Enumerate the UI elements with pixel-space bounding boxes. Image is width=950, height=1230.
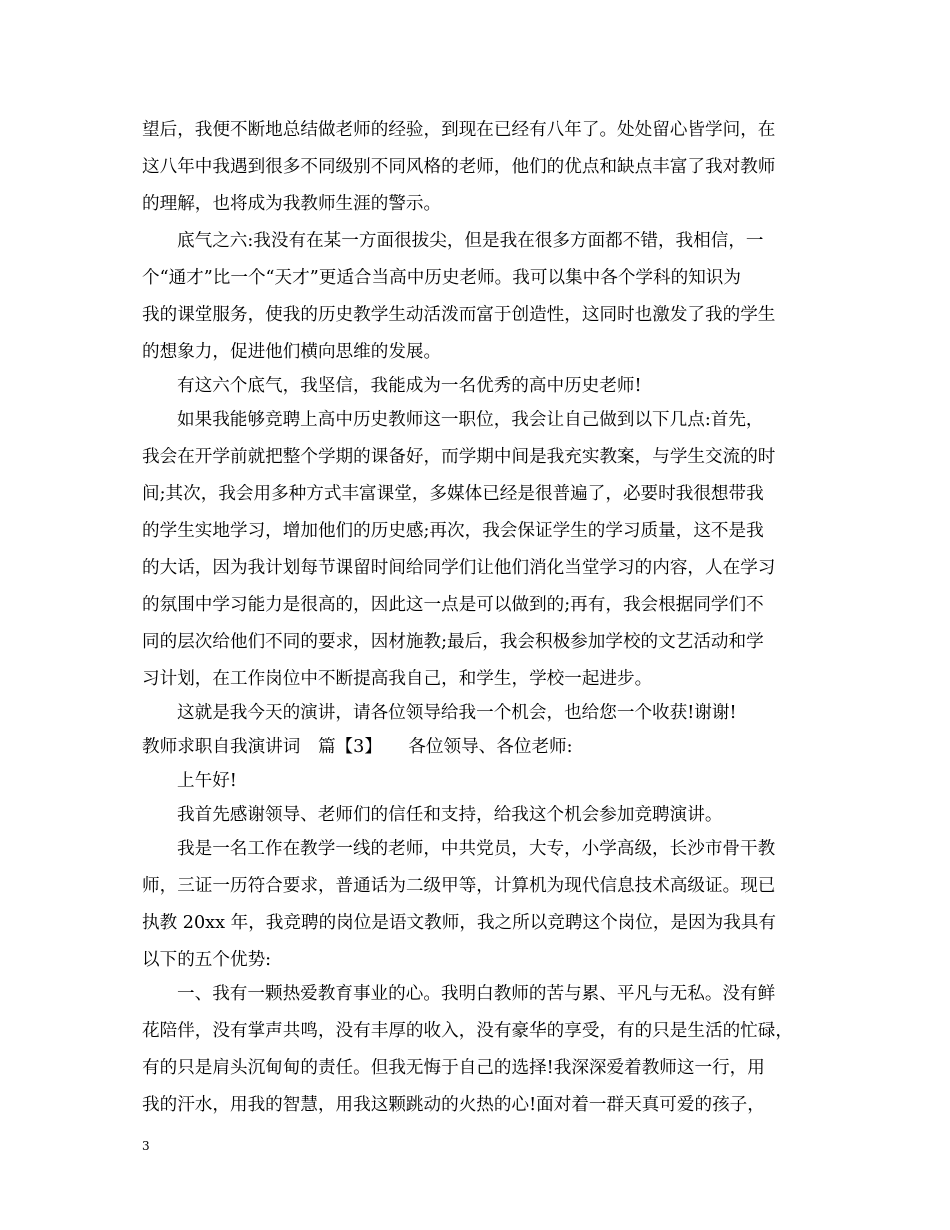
body-text-line: 有这六个底气，我坚信，我能成为一名优秀的高中历史老师!	[177, 376, 642, 396]
body-text-line: 我会在开学前就把整个学期的课备好，而学期中间是我充实教案，与学生交流的时	[142, 447, 776, 467]
body-text-line: 这八年中我遇到很多不同级别不同风格的老师，他们的优点和缺点丰富了我对教师	[142, 157, 776, 177]
body-text-line: 执教 20xx 年，我竞聘的岗位是语文教师，我之所以竞聘这个岗位，是因为我具有	[142, 913, 777, 933]
body-text-line: 这就是我今天的演讲，请各位领导给我一个机会，也给您一个收获!谢谢!	[177, 703, 737, 723]
body-text-line: 我是一名工作在教学一线的老师，中共党员，大专，小学高级，长沙市骨干教	[177, 839, 776, 859]
body-text-line: 以下的五个优势:	[142, 950, 272, 970]
body-text-line: 间;其次，我会用多种方式丰富课堂，多媒体已经是很普遍了，必要时我很想带我	[142, 484, 764, 504]
body-text-line: 有的只是肩头沉甸甸的责任。但我无悔于自己的选择!我深深爱着教师这一行，用	[142, 1058, 765, 1078]
body-text-line: 同的层次给他们不同的要求，因材施教;最后，我会积极参加学校的文艺活动和学	[142, 632, 764, 652]
body-text-line: 的学生实地学习，增加他们的历史感;再次，我会保证学生的学习质量，这不是我	[142, 521, 764, 541]
body-text-line: 我首先感谢领导、老师们的信任和支持，给我这个机会参加竞聘演讲。	[177, 805, 723, 825]
body-text-line: 的理解，也将成为我教师生涯的警示。	[142, 194, 442, 214]
body-text-line: 花陪伴，没有掌声共鸣，没有丰厚的收入，没有豪华的享受，有的只是生活的忙碌，	[142, 1021, 793, 1041]
body-text-line: 我的汗水，用我的智慧，用我这颗跳动的火热的心!面对着一群天真可爱的孩子，	[142, 1095, 765, 1115]
body-text-line: 的想象力，促进他们横向思维的发展。	[142, 342, 442, 362]
page-number: 3	[142, 1139, 150, 1153]
body-text-line: 上午好!	[177, 771, 237, 791]
body-text-line: 个“通才”比一个“天才”更适合当高中历史老师。我可以集中各个学科的知识为	[142, 268, 741, 288]
body-text-line: 望后，我便不断地总结做老师的经验，到现在已经有八年了。处处留心皆学问，在	[142, 120, 776, 140]
body-text-line: 底气之六:我没有在某一方面很拔尖，但是我在很多方面都不错，我相信，一	[177, 231, 764, 251]
body-text-line: 习计划，在工作岗位中不断提高我自己，和学生，学校一起进步。	[142, 669, 653, 689]
body-text-line: 我的课堂服务，使我的历史教学生动活泼而富于创造性，这同时也激发了我的学生	[142, 305, 776, 325]
section-heading: 教师求职自我演讲词 篇【3】 各位领导、各位老师:	[142, 737, 573, 757]
body-text-line: 一、我有一颗热爱教育事业的心。我明白教师的苦与累、平凡与无私。没有鲜	[177, 984, 776, 1004]
body-text-line: 如果我能够竞聘上高中历史教师这一职位，我会让自己做到以下几点:首先，	[177, 410, 764, 430]
body-text-line: 的大话，因为我计划每节课留时间给同学们让他们消化当堂学习的内容，人在学习	[142, 558, 776, 578]
body-text-line: 的氛围中学习能力是很高的，因此这一点是可以做到的;再有，我会根据同学们不	[142, 595, 764, 615]
body-text-line: 师，三证一历符合要求，普通话为二级甲等，计算机为现代信息技术高级证。现已	[142, 876, 776, 896]
